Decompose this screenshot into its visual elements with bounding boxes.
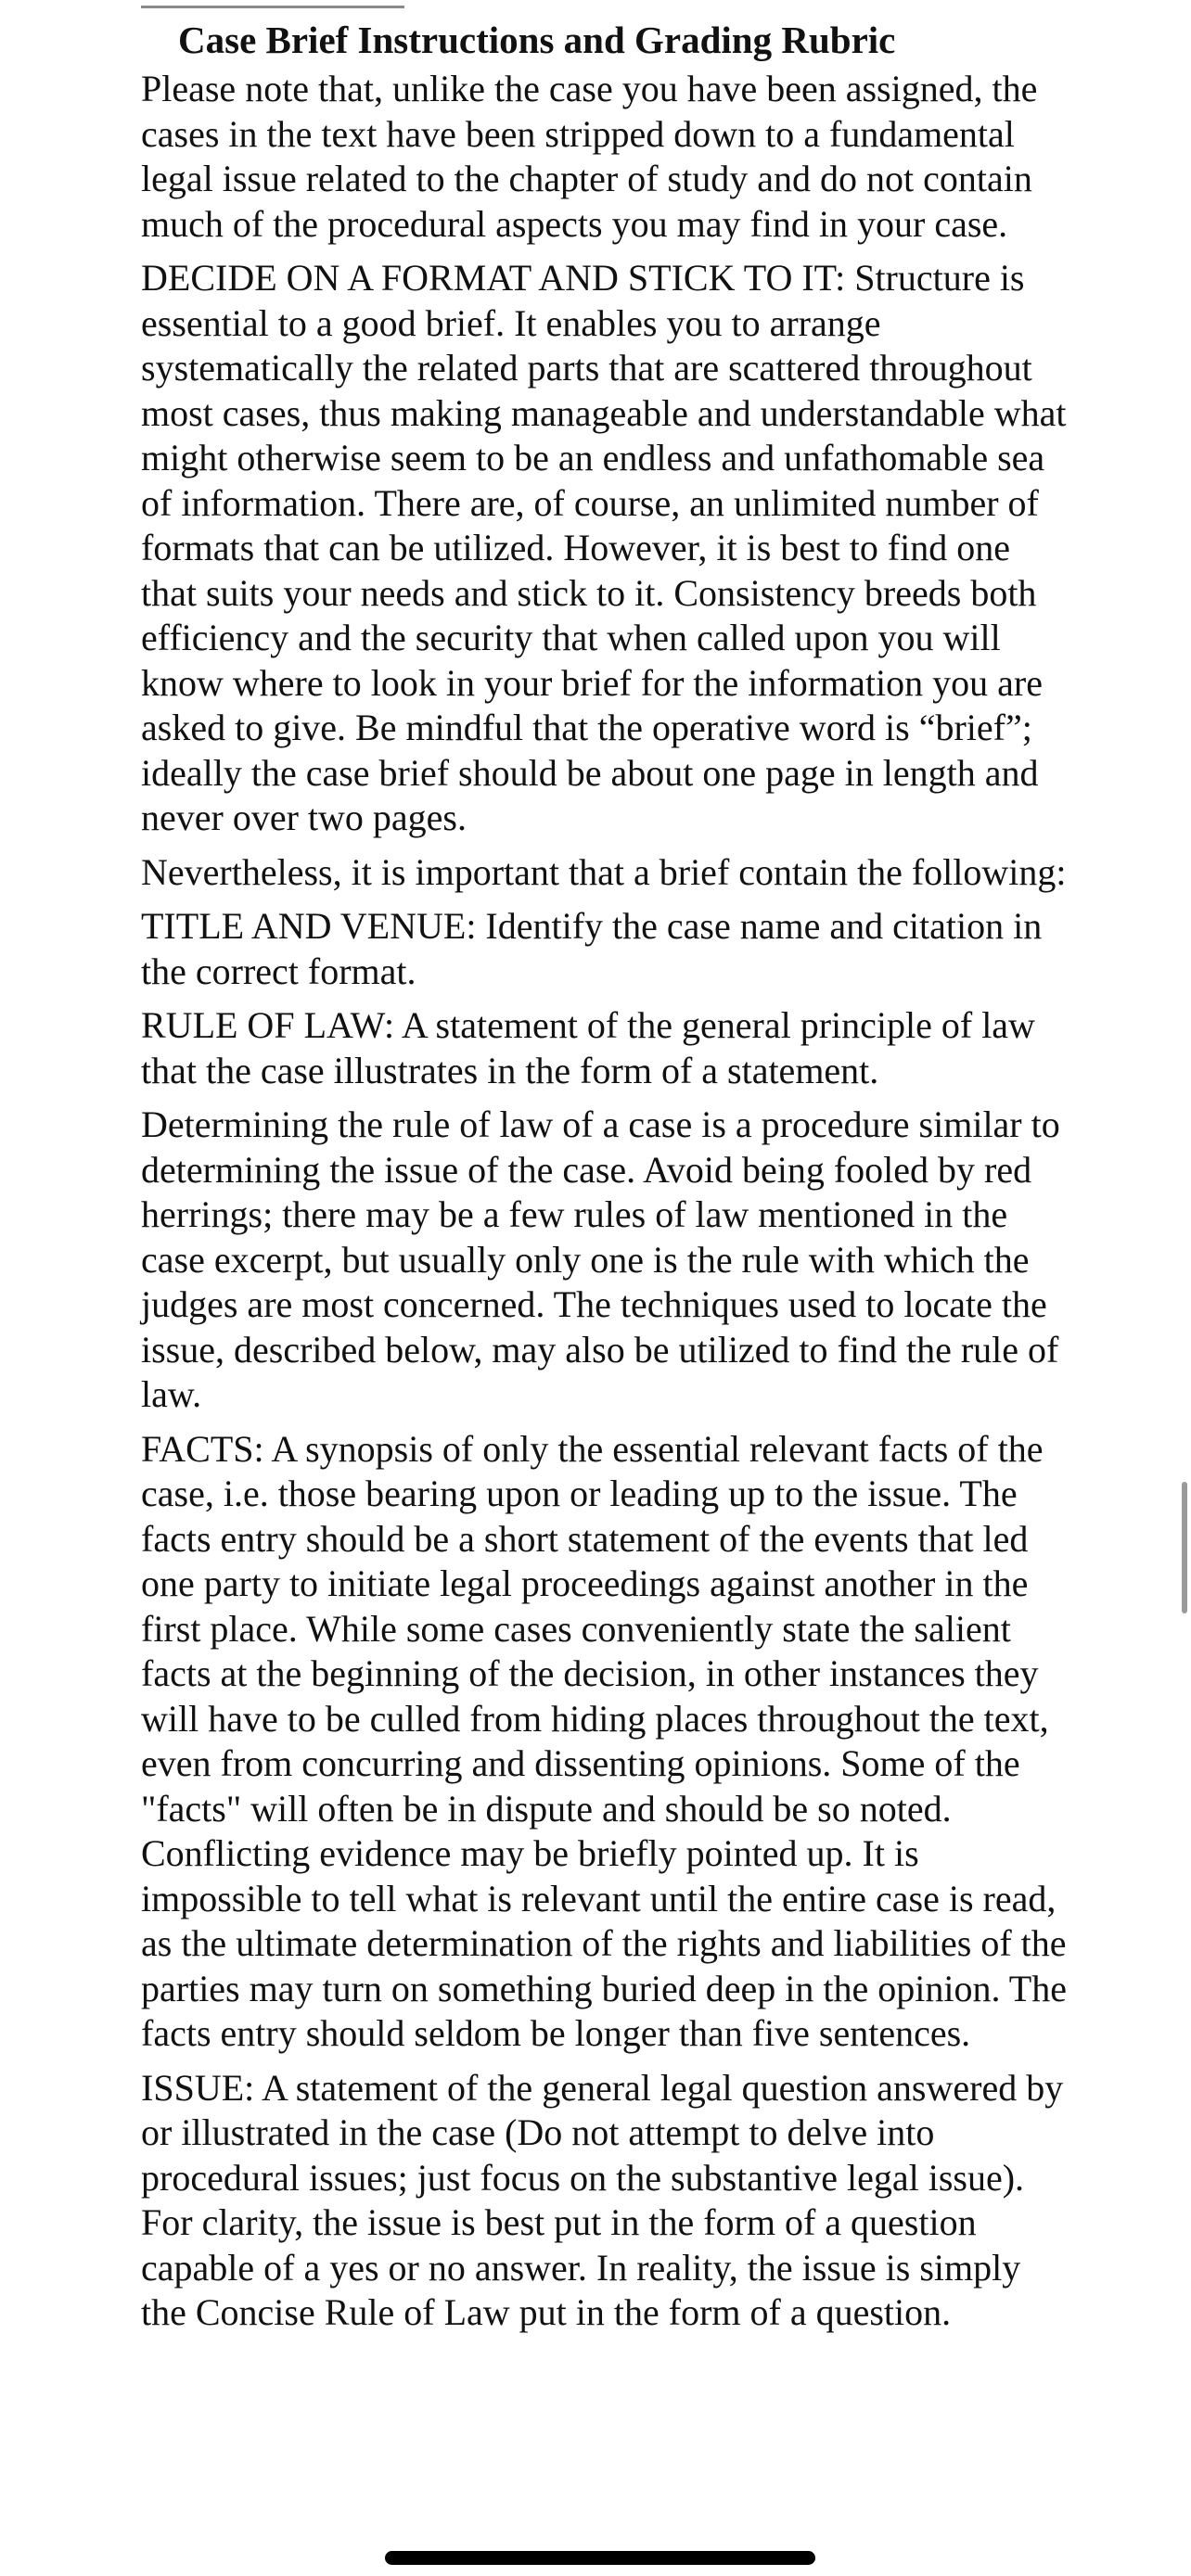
paragraph-issue: ISSUE: A statement of the general legal question answered by or illustrated in the case (Do not attempt to delve into procedural issues; just focus on the substantive legal issue). For clarity, the issue is best put in the form of a question capable of a yes or no answer. In reality, the issue is simply the Concise Rule of Law put in the form of a question. bbox=[141, 2066, 1064, 2333]
paragraph-rule-of-law: RULE OF LAW: A statement of the general principle of law that the case illustrates in the form of a statement. bbox=[141, 1004, 1035, 1091]
document-body[interactable] bbox=[141, 13, 1069, 2345]
paragraph-intro-note: Please note that, unlike the case you have been assigned, the cases in the text have been stripped down to a fundamental legal issue related to the chapter of study and do not contain much of the procedural aspects you may find in your case. bbox=[141, 68, 1038, 245]
paragraph-nevertheless: Nevertheless, it is important that a brief contain the following: bbox=[141, 850, 1067, 893]
scroll-indicator[interactable] bbox=[1182, 1482, 1187, 1613]
document-title: Case Brief Instructions and Grading Rubric bbox=[178, 19, 896, 61]
home-indicator[interactable] bbox=[385, 2551, 815, 2565]
top-divider bbox=[141, 6, 404, 8]
paragraph-format: DECIDE ON A FORMAT AND STICK TO IT: Structure is essential to a good brief. It enables you to arrange systematically the related parts that are scattered throughout most cases, thus making manageable and understandable what might otherwise seem to be an endless and unfathomable sea of information. There are, of course, an unlimited number of formats that can be utilized. However, it is best to find one that suits your needs and stick to it. Consistency breeds both efficiency and the security that when called upon you will know where to look in your brief for the information you are asked to give. Be mindful that the operative word is “brief”; ideally the case brief should be about one page in length and never over two pages. bbox=[141, 257, 1067, 838]
paragraph-determining-rule: Determining the rule of law of a case is a procedure similar to determining the issue of the case. Avoid being fooled by red herrings; there may be a few rules of law mentioned in the case excerpt, but usually only one is the rule with which the judges are most concerned. The techniques used to locate the issue, described below, may also be utilized to find the rule of law. bbox=[141, 1103, 1060, 1415]
paragraph-title-and-venue: TITLE AND VENUE: Identify the case name and citation in the correct format. bbox=[141, 905, 1043, 992]
paragraph-facts: FACTS: A synopsis of only the essential relevant facts of the case, i.e. those bearing upon or leading up to the issue. The facts entry should be a short statement of the events that led one party to initiate legal proceedings against another in the first place. While some cases conveniently state the salient facts at the beginning of the decision, in other instances they will have to be culled from hiding places throughout the text, even from concurring and dissenting opinions. Some of the "facts" will often be in dispute and should be so noted. Conflicting evidence may be briefly pointed up. It is impossible to tell what is relevant until the entire case is read, as the ultimate determination of the rights and liabilities of the parties may turn on something buried deep in the opinion. The facts entry should seldom be longer than five sentences. bbox=[141, 1427, 1067, 2054]
